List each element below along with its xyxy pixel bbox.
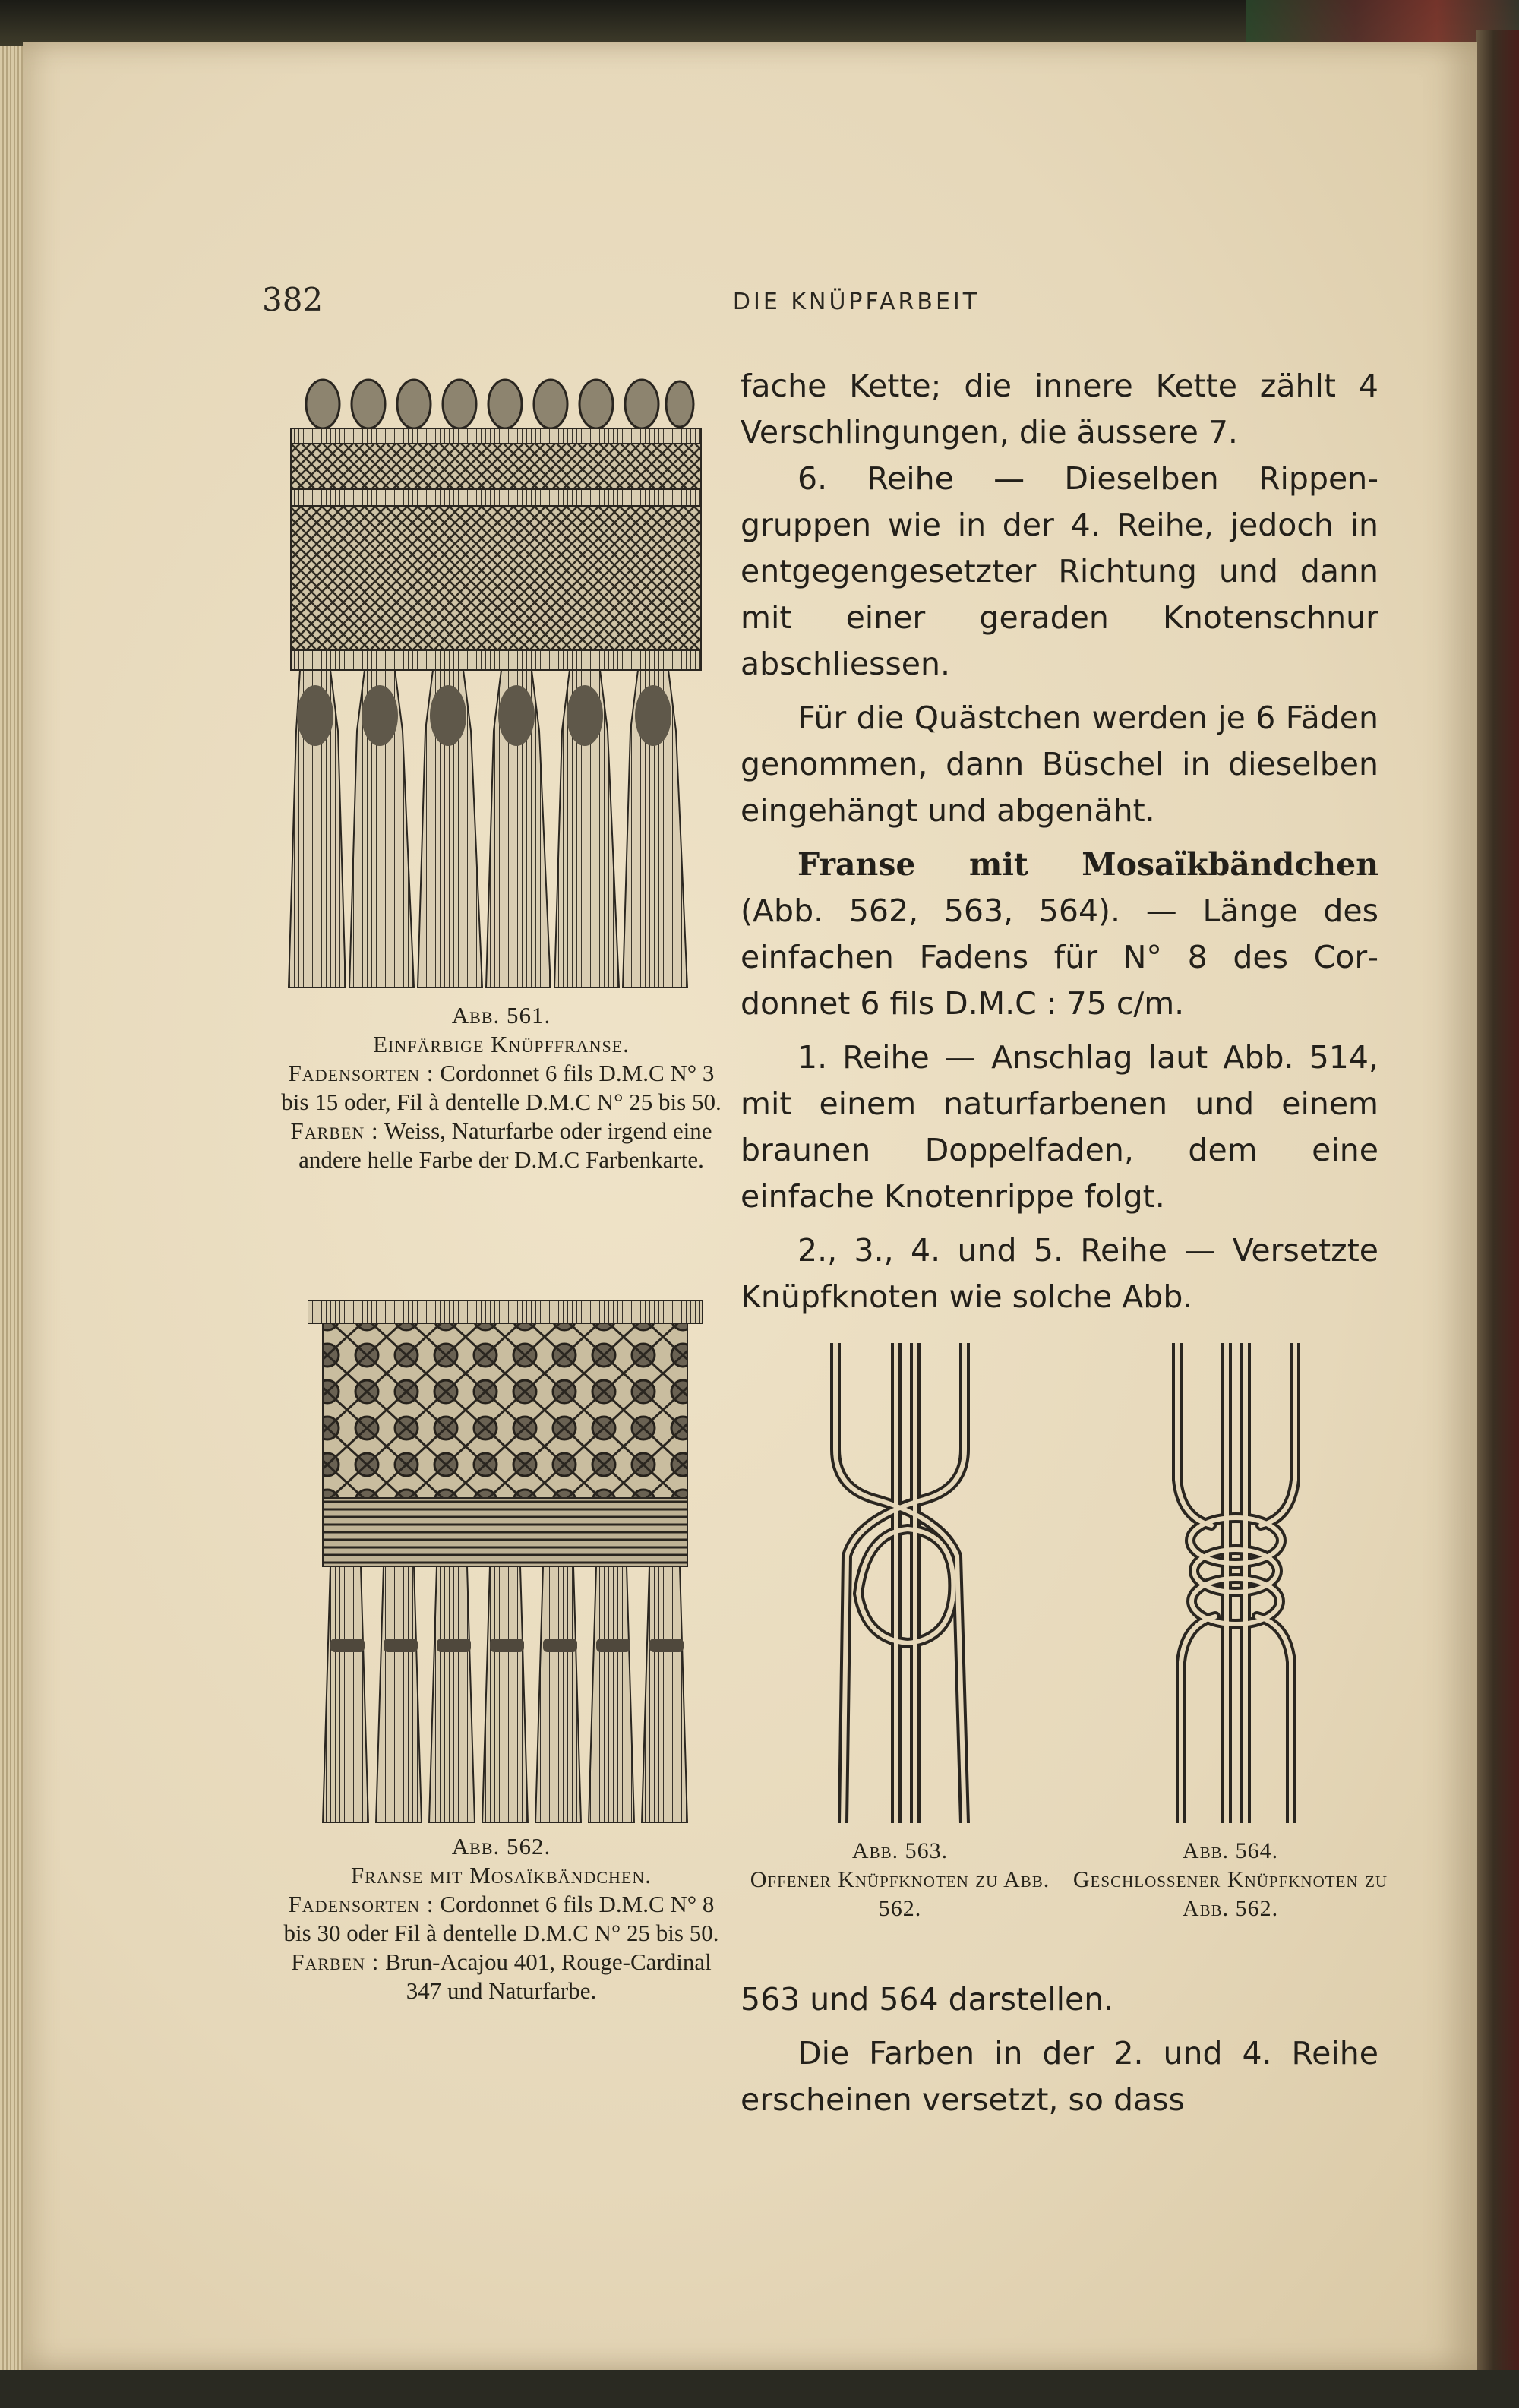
paragraph-563-564: 563 und 564 darstellen. [741, 1981, 1114, 2018]
section-heading-franse-rest: (Abb. 562, 563, 564). — Länge des einfachen Fadens für N° 8 des Cordonnet 6 fils D.M.C : 75 c/m. [741, 893, 1378, 1022]
running-title: DIE KNÜPFARBEIT [732, 289, 981, 315]
figure-561-title: Einfärbige Knüpffranse. [373, 1031, 630, 1057]
paragraph-reihe-2-5: 2., 3., 4. und 5. Reihe — Versetzte Knüpfknoten wie solche Abb. [741, 1232, 1378, 1315]
paragraph-franse-heading [741, 842, 1378, 1027]
paragraph-reihe-1: 1. Reihe — Anschlag laut Abb. 514, mit einem naturfarbenen und einem braunen Doppelfaden, dem eine einfache Knotenrippe folgt. [741, 1039, 1378, 1215]
figure-564-caption [1071, 1837, 1390, 1923]
figure-562-title: Franse mit Mosaïkbändchen. [351, 1862, 652, 1888]
paragraph-quaestchen: Für die Quästchen werden je 6 Fäden genommen, dann Büschel in dieselben eingehängt und abgenäht. [741, 700, 1378, 829]
figure-562-farben: Brun-Acajou 401, Rouge-Cardinal 347 und Naturfarbe. [385, 1948, 712, 2004]
paragraph-continuation: fache Kette; die innere Kette zählt 4 Verschlingungen, die äussere 7. [741, 368, 1378, 450]
figure-563-caption [741, 1837, 1060, 1923]
figure-561-farben: Weiss, Naturfarbe oder irgend eine andere helle Farbe der D.M.C Farbenkarte. [298, 1117, 712, 1173]
page-header [262, 281, 1451, 327]
body-column-bottom [741, 1977, 1378, 2123]
figure-562-fadensorten: Cordonnet 6 fils D.M.C N° 8 bis 30 oder Fil à dentelle D.M.C N° 25 bis 50. [283, 1891, 719, 1946]
book-spine-edge [1476, 30, 1519, 2370]
figure-563-title: Offener Knüpfknoten zu Abb. 562. [750, 1867, 1050, 1921]
page-number: 382 [262, 281, 324, 318]
figure-561-image [285, 374, 703, 988]
figure-561-label: Abb. 561. [451, 1002, 551, 1029]
figure-561-fadensorten: Cordonnet 6 fils D.M.C N° 3 bis 15 oder, Fil à dentelle D.M.C N° 25 bis 50. [281, 1060, 722, 1115]
figure-564-image [1166, 1343, 1306, 1823]
section-heading-franse: Franse mit Mosaïkbändchen [797, 846, 1378, 883]
figure-562-farben-label: Farben : [291, 1948, 380, 1975]
figure-564-title: Geschlossener Knüpfknoten zu Abb. 562. [1072, 1867, 1388, 1921]
paragraph-farben: Die Farben in der 2. und 4. Reihe erscheinen versetzt, so dass [741, 2035, 1378, 2118]
paragraph-reihe-6: 6. Reihe — Dieselben Rippengruppen wie in der 4. Reihe, jedoch in entgegengesetzter Richtung und dann mit einer geraden Knotenschnur abschliessen. [741, 460, 1378, 682]
figure-563-image [820, 1343, 995, 1823]
figure-562-label: Abb. 562. [451, 1833, 551, 1860]
figure-561-fadensorten-label: Fadensorten : [288, 1060, 434, 1086]
figure-562-caption [281, 1832, 722, 2005]
figure-563-label: Abb. 563. [851, 1838, 949, 1863]
figure-564-label: Abb. 564. [1182, 1838, 1279, 1863]
figure-562-image [308, 1300, 703, 1823]
figure-561-caption [281, 1001, 722, 1174]
figure-561-farben-label: Farben : [290, 1117, 379, 1144]
body-column-top [741, 363, 1378, 1320]
figure-562-fadensorten-label: Fadensorten : [288, 1891, 434, 1917]
